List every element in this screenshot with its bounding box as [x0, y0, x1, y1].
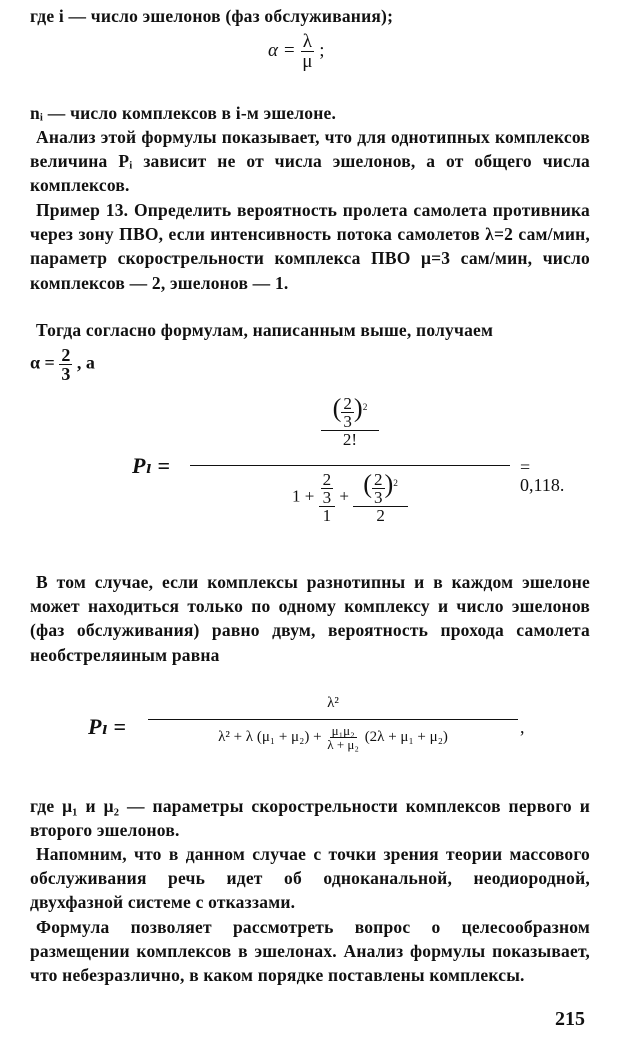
formula-pl2-den-frac	[325, 724, 361, 751]
formula-pl2-tail: ,	[520, 717, 525, 737]
formula-alpha-value-den: 3	[61, 364, 71, 384]
formula-alpha-value-lhs: α =	[30, 352, 55, 373]
formula-pl-den-frac2-lparen: (	[363, 469, 372, 499]
formula-pl-den-frac1-num	[319, 471, 336, 507]
formula-pl-den-frac2-exp: 2	[393, 478, 398, 489]
formula-pl2-denominator	[148, 724, 518, 751]
formula-pl-num-inner-num: 2	[343, 394, 352, 413]
formula-pl-numerator	[190, 395, 510, 461]
paragraph-analysis: Анализ этой формулы показывает, что для однотипных комплексов величина Pᵢ зависит не от числа эшелонов, а от общего числа комплексов.	[30, 127, 590, 196]
formula-pl-num-lparen: (	[332, 393, 342, 423]
formula-pl-den-frac1-inner	[321, 471, 334, 506]
formula-pl2-den-frac-num: μ₁μ₂	[331, 723, 355, 738]
paragraph-then: Тогда согласно формулам, написанным выше, получаем	[36, 320, 494, 340]
formula-pl-num-rparen: )	[353, 393, 363, 423]
formula-pl-two-echelons	[88, 696, 538, 776]
paragraph-formula-allows: Формула позволяет рассмотреть вопрос о целесообразном размещении комплексов в эшелонах. Анализ формулы показывает, что небезразлично, в каком порядке поставлены комплексы.	[30, 917, 590, 986]
paragraph-example-13: Пример 13. Определить вероятность пролета самолета противника через зону ПВО, если интенсивность потока самолетов λ=2 сам/мин, параметр скорострельности комплекса ПВО μ=3 сам/мин, число комплексов — 2, эшелонов — 1.	[30, 200, 590, 293]
text-line-ni: nᵢ — число комплексов в i-м эшелоне.	[30, 103, 337, 123]
formula-alpha-lhs: α =	[268, 39, 296, 61]
formula-alpha	[268, 32, 325, 71]
paragraph-heterogeneous: В том случае, если комплексы разнотипны и в каждом эшелоне может находиться только по одному комплексу и число эшелонов (фаз обслуживания) равно двум, вероятность прохода самолета необстреляиным равна	[30, 572, 590, 665]
formula-pl-den-frac1-inner-den: 3	[322, 488, 332, 507]
formula-pl2-fraction	[148, 696, 518, 751]
formula-alpha-den: μ	[302, 51, 313, 72]
formula-pl-den-oneplus: 1 +	[292, 486, 315, 506]
formula-pl-den-frac1	[319, 471, 336, 524]
formula-pl-den-frac1-inner-num: 2	[322, 470, 332, 489]
formula-pl-num-inner-den: 3	[343, 412, 352, 431]
formula-pl-main-fraction	[190, 395, 510, 535]
formula-pl-denominator	[190, 471, 510, 524]
formula-pl-main-bar	[190, 465, 510, 466]
formula-pl-num-fraction	[321, 395, 380, 448]
formula-pl2-den-b: (2λ + μ₁ + μ₂)	[364, 728, 448, 745]
formula-pl2-den-frac-den: λ + μ₂	[327, 737, 359, 752]
formula-pl-den-frac2-inner	[372, 471, 385, 506]
formula-pl-den-frac2-den: 2	[376, 506, 385, 525]
formula-pl-num-den: 2!	[342, 430, 358, 449]
formula-pl-lhs: Pₗ =	[132, 453, 170, 478]
paragraph-recall: Напомним, что в данном случае с точки зрения теории массового обслуживания речь идет об одноканальной, неодиородной, двухфазной системе с отказзами.	[30, 844, 590, 913]
formula-alpha-value-tail: , а	[76, 352, 95, 373]
formula-alpha-value	[30, 346, 95, 383]
formula-pl-num-term	[321, 395, 380, 431]
text-line-where-i: где i — число эшелонов (фаз обслуживания);	[30, 6, 394, 26]
formula-pl-den-frac2-inner-den: 3	[374, 488, 383, 507]
formula-alpha-num: λ	[302, 31, 312, 52]
formula-alpha-tail: ;	[319, 39, 325, 61]
formula-pl-den-frac2-rparen: )	[384, 469, 394, 499]
formula-pl2-numerator: λ²	[327, 695, 339, 711]
formula-pl-den-plus: +	[339, 486, 349, 506]
formula-pl2-bar	[148, 719, 518, 720]
formula-pl-result	[132, 393, 565, 545]
formula-pl-num-exp: 2	[362, 402, 368, 413]
formula-pl-num-inner	[341, 395, 354, 430]
formula-alpha-value-num: 2	[61, 345, 71, 365]
formula-pl-den-frac2	[353, 471, 408, 524]
formula-pl2-lhs: Pₗ =	[88, 714, 126, 739]
page-number: 215	[555, 1008, 585, 1030]
formula-pl-den-frac1-den: 1	[322, 506, 332, 525]
formula-pl-den-frac2-inner-num: 2	[374, 470, 383, 489]
formula-pl2-den-a: λ² + λ (μ₁ + μ₂) +	[218, 728, 322, 745]
formula-pl-result-value: = 0,118.	[520, 457, 565, 495]
paragraph-where-mu: где μ₁ и μ₂ — параметры скорострельности комплексов первого и второго эшелонов.	[30, 796, 590, 841]
formula-alpha-fraction	[300, 32, 314, 71]
formula-pl-den-frac2-num	[353, 471, 408, 507]
formula-alpha-value-fraction	[59, 346, 72, 383]
